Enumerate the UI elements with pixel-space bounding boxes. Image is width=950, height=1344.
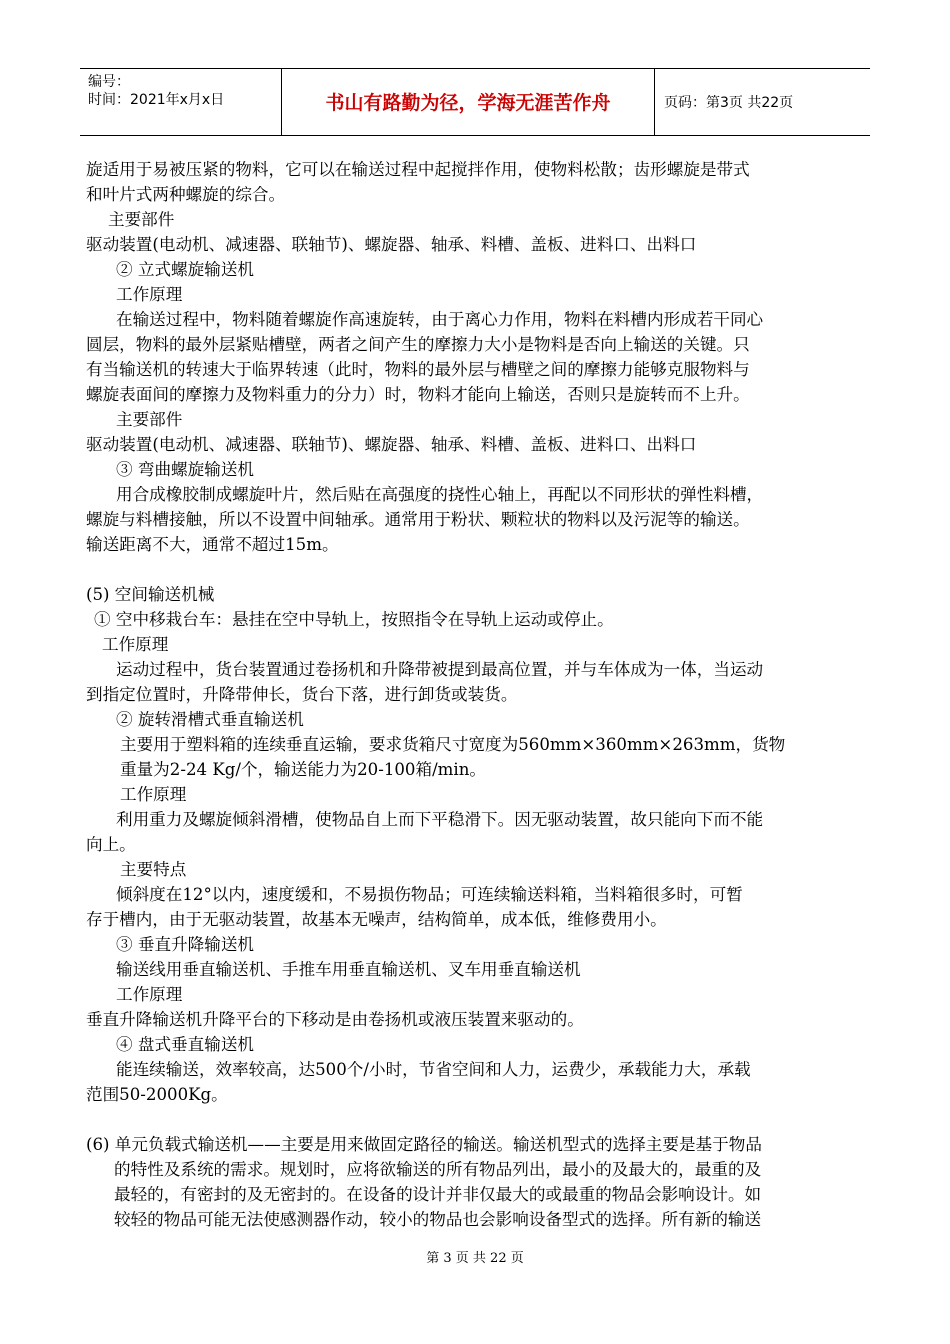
text-line: 工作原理	[120, 785, 187, 804]
text-line: 旋适用于易被压紧的物料，它可以在输送过程中起搅拌作用，使物料松散；齿形螺旋是带式	[86, 160, 750, 179]
text-line: ② 立式螺旋输送机	[116, 260, 255, 279]
document-body	[86, 157, 864, 1232]
header-page-info: 页码：第3页 共22页	[664, 95, 794, 111]
text-line: 用合成橡胶制成螺旋叶片，然后贴在高强度的挠性心轴上，再配以不同形状的弹性料槽，	[116, 485, 764, 504]
text-line: 向上。	[86, 835, 136, 854]
header-meta	[80, 69, 282, 135]
text-line: 螺旋与料槽接触，所以不设置中间轴承。通常用于粉状、颗粒状的物料以及污泥等的输送。	[86, 510, 750, 529]
text-line: 存于槽内，由于无驱动装置，故基本无噪声，结构简单，成本低，维修费用小。	[86, 910, 667, 929]
text-line: ② 旋转滑槽式垂直输送机	[116, 710, 304, 729]
text-line: 驱动装置(电动机、减速器、联轴节)、螺旋器、轴承、料槽、盖板、进料口、出料口	[86, 435, 697, 454]
text-line: 工作原理	[116, 985, 183, 1004]
text-line: (6) 单元负载式输送机——主要是用来做固定路径的输送。输送机型式的选择主要是基于物品	[86, 1135, 762, 1154]
text-line: 较轻的物品可能无法使感测器作动，较小的物品也会影响设备型式的选择。所有新的输送	[114, 1210, 762, 1229]
text-line: ③ 弯曲螺旋输送机	[116, 460, 255, 479]
text-line: ④ 盘式垂直输送机	[116, 1035, 255, 1054]
text-line: 输送线用垂直输送机、手推车用垂直输送机、叉车用垂直输送机	[116, 960, 581, 979]
text-line: 主要用于塑料箱的连续垂直运输，要求货箱尺寸宽度为560mm×360mm×263mm，货物	[120, 735, 786, 754]
page-footer: 第 3 页 共 22 页	[426, 1251, 524, 1266]
page-header	[80, 68, 870, 136]
text-line: ③ 垂直升降输送机	[116, 935, 255, 954]
text-line: 倾斜度在12°以内，速度缓和，不易损伤物品；可连续输送料箱，当料箱很多时，可暂	[116, 885, 743, 904]
blank-line	[86, 1107, 864, 1132]
header-motto: 书山有路勤为径，学海无涯苦作舟	[282, 69, 655, 135]
text-line: 范围50-2000Kg。	[86, 1085, 228, 1104]
document-date: 时间：2021年x月x日	[88, 92, 225, 108]
text-line: 重量为2-24 Kg/个，输送能力为20-100箱/min。	[120, 760, 487, 779]
text-line: 主要特点	[120, 860, 187, 879]
text-line: 运动过程中，货台装置通过卷扬机和升降带被提到最高位置，并与车体成为一体，当运动	[116, 660, 764, 679]
document-number: 编号：	[88, 74, 130, 90]
blank-line	[86, 557, 864, 582]
text-line: 驱动装置(电动机、减速器、联轴节)、螺旋器、轴承、料槽、盖板、进料口、出料口	[86, 235, 697, 254]
text-line: 输送距离不大，通常不超过15m。	[86, 535, 339, 554]
text-line: 主要部件	[108, 210, 175, 229]
text-line: ① 空中移栽台车：悬挂在空中导轨上，按照指令在导轨上运动或停止。	[94, 610, 614, 629]
text-line: 主要部件	[116, 410, 183, 429]
text-line: 在输送过程中，物料随着螺旋作高速旋转，由于离心力作用，物料在料槽内形成若干同心	[116, 310, 764, 329]
text-line: 圆层，物料的最外层紧贴槽壁，两者之间产生的摩擦力大小是物料是否向上输送的关键。只	[86, 335, 750, 354]
text-line: 能连续输送，效率较高，达500个/小时，节省空间和人力，运费少，承载能力大，承载	[116, 1060, 751, 1079]
text-line: 最轻的，有密封的及无密封的。在设备的设计并非仅最大的或最重的物品会影响设计。如	[114, 1185, 762, 1204]
text-line: (5) 空间输送机械	[86, 585, 215, 604]
text-line: 工作原理	[116, 285, 183, 304]
text-line: 垂直升降输送机升降平台的下移动是由卷扬机或液压装置来驱动的。	[86, 1010, 584, 1029]
text-line: 工作原理	[102, 635, 169, 654]
text-line: 到指定位置时，升降带伸长，货台下落，进行卸货或装货。	[86, 685, 518, 704]
text-line: 有当输送机的转速大于临界转速（此时，物料的最外层与槽壁之间的摩擦力能够克服物料与	[86, 360, 750, 379]
text-line: 和叶片式两种螺旋的综合。	[86, 185, 286, 204]
text-line: 的特性及系统的需求。规划时，应将欲输送的所有物品列出，最小的及最大的，最重的及	[114, 1160, 762, 1179]
text-line: 螺旋表面间的摩擦力及物料重力的分力）时，物料才能向上输送，否则只是旋转而不上升。	[86, 385, 750, 404]
text-line: 利用重力及螺旋倾斜滑槽，使物品自上而下平稳滑下。因无驱动装置，故只能向下而不能	[116, 810, 764, 829]
